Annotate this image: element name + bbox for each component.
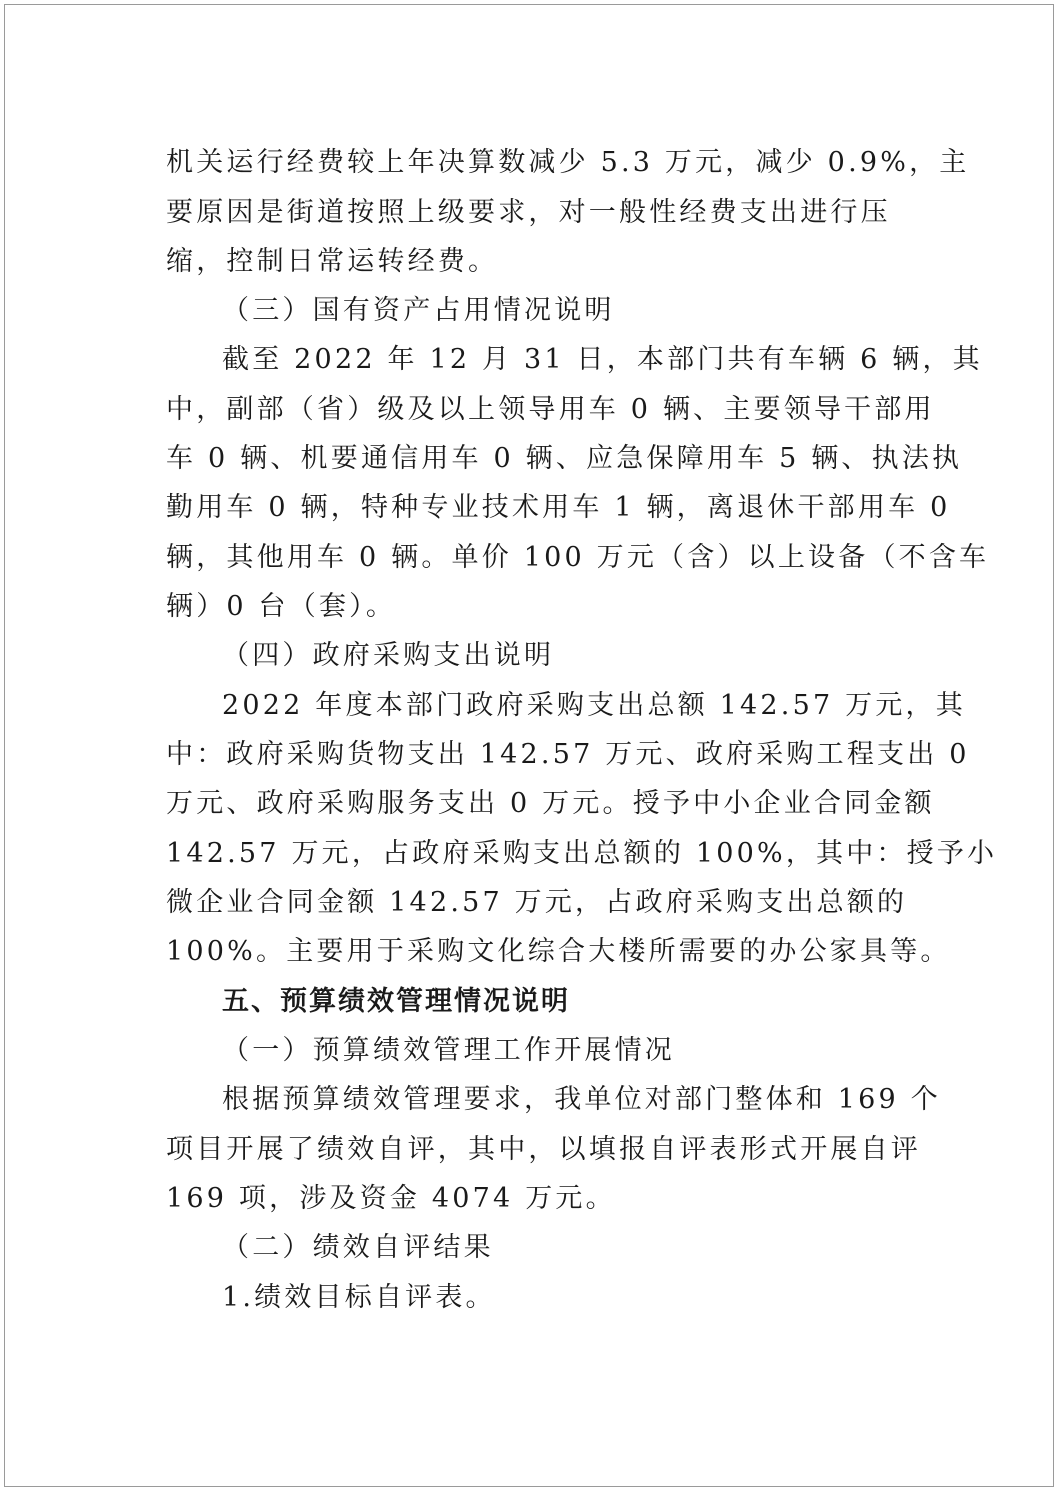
paragraph-line: 辆）0 台（套）。 <box>166 591 397 622</box>
paragraph-line: 勤用车 0 辆，特种专业技术用车 1 辆，离退休干部用车 0 <box>166 492 951 523</box>
subsection-heading: （三）国有资产占用情况说明 <box>222 295 615 326</box>
paragraph-line: 中：政府采购货物支出 142.57 万元、政府采购工程支出 0 <box>166 739 970 770</box>
paragraph-line: 142.57 万元，占政府采购支出总额的 100%，其中：授予小 <box>166 838 998 869</box>
paragraph-line: 100%。主要用于采购文化综合大楼所需要的办公家具等。 <box>166 936 951 967</box>
paragraph-line: 万元、政府采购服务支出 0 万元。授予中小企业合同金额 <box>166 788 935 819</box>
paragraph-line: 根据预算绩效管理要求，我单位对部门整体和 169 个 <box>222 1084 941 1115</box>
subsection-heading: （一）预算绩效管理工作开展情况 <box>222 1035 675 1066</box>
paragraph-line: 机关运行经费较上年决算数减少 5.3 万元，减少 0.9%，主 <box>166 147 970 178</box>
paragraph-line: 169 项，涉及资金 4074 万元。 <box>166 1183 616 1214</box>
section-heading: 五、预算绩效管理情况说明 <box>222 986 570 1017</box>
paragraph-line: 辆，其他用车 0 辆。单价 100 万元（含）以上设备（不含车 <box>166 542 990 573</box>
paragraph-line: 2022 年度本部门政府采购支出总额 142.57 万元，其 <box>222 690 966 721</box>
paragraph-line: 车 0 辆、机要通信用车 0 辆、应急保障用车 5 辆、执法执 <box>166 443 963 474</box>
paragraph-line: 1.绩效目标自评表。 <box>222 1282 496 1313</box>
paragraph-line: 截至 2022 年 12 月 31 日，本部门共有车辆 6 辆，其 <box>222 344 983 375</box>
subsection-heading: （二）绩效自评结果 <box>222 1232 494 1263</box>
subsection-heading: （四）政府采购支出说明 <box>222 640 555 671</box>
paragraph-line: 中，副部（省）级及以上领导用车 0 辆、主要领导干部用 <box>166 394 935 425</box>
paragraph-line: 要原因是街道按照上级要求，对一般性经费支出进行压 <box>166 197 891 228</box>
paragraph-line: 微企业合同金额 142.57 万元，占政府采购支出总额的 <box>166 887 908 918</box>
paragraph-line: 项目开展了绩效自评，其中，以填报自评表形式开展自评 <box>166 1134 921 1165</box>
paragraph-line: 缩，控制日常运转经费。 <box>166 246 499 277</box>
